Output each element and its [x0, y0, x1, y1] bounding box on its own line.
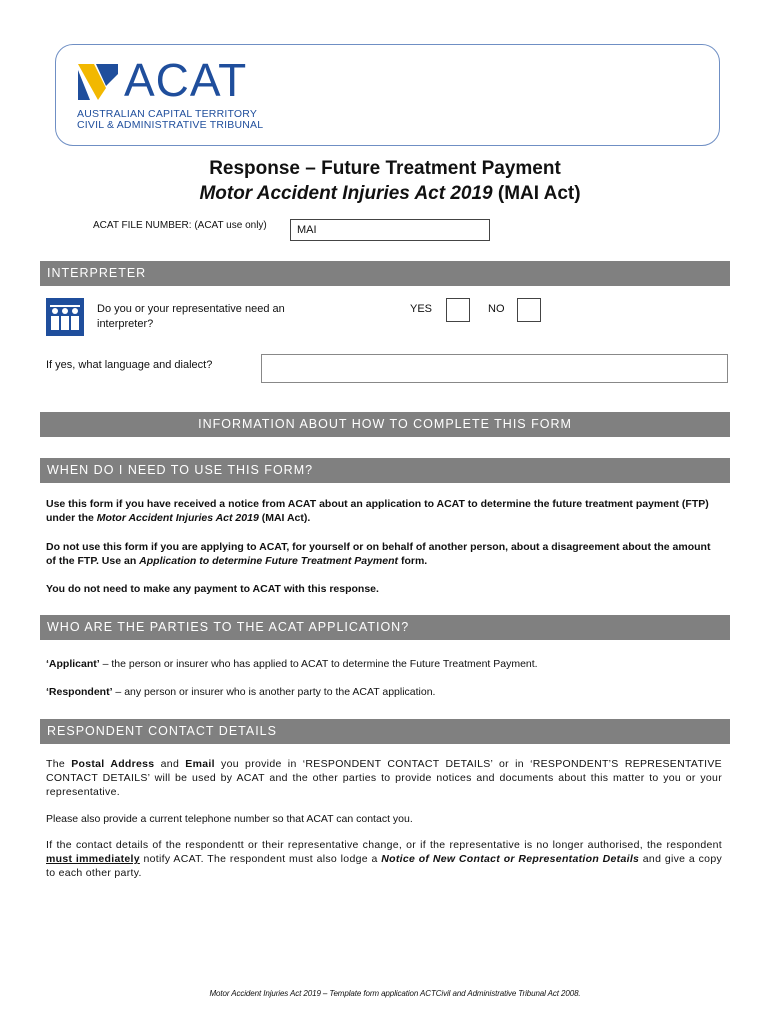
- yes-label: YES: [410, 303, 433, 315]
- logo-sub-line1: AUSTRALIAN CAPITAL TERRITORY: [77, 108, 258, 120]
- act-abbrev: (MAI Act): [492, 183, 581, 204]
- interpreter-heading: INTERPRETER: [40, 261, 730, 286]
- respondent-def: – any person or insurer who is another party to the ACAT application.: [112, 686, 436, 698]
- contact-heading: RESPONDENT CONTACT DETAILS: [40, 719, 730, 744]
- language-field[interactable]: [261, 354, 728, 383]
- applicant-term: ‘Applicant’: [46, 658, 100, 670]
- logo-sub-line2: CIVIL & ADMINISTRATIVE TRIBUNAL: [77, 119, 264, 131]
- no-checkbox[interactable]: [517, 298, 541, 322]
- respondent-term: ‘Respondent’: [46, 686, 113, 698]
- contact-p3-must: must immediately: [46, 853, 140, 865]
- when-paragraph-1: [46, 497, 722, 525]
- file-number-label: ACAT FILE NUMBER: (ACAT use only): [93, 220, 267, 231]
- applicant-def: – the person or insurer who has applied to ACAT to determine the Future Treatment Payment.: [99, 658, 538, 670]
- language-label: If yes, what language and dialect?: [46, 359, 213, 371]
- info-heading: INFORMATION ABOUT HOW TO COMPLETE THIS FORM: [40, 412, 730, 437]
- when-heading: WHEN DO I NEED TO USE THIS FORM?: [40, 458, 730, 483]
- parties-heading: WHO ARE THE PARTIES TO THE ACAT APPLICATION?: [40, 615, 730, 640]
- when-paragraph-3: You do not need to make any payment to ACAT with this response.: [46, 583, 379, 595]
- contact-p1-c: and: [154, 758, 186, 770]
- contact-p3-notice: Notice of New Contact or Representation Details: [381, 853, 640, 865]
- when-p2-form-name: Application to determine Future Treatment Payment: [139, 555, 399, 567]
- interpreter-question: Do you or your representative need an interpreter?: [97, 303, 285, 330]
- logo-text: ACAT: [124, 54, 248, 106]
- yes-checkbox[interactable]: [446, 298, 470, 322]
- applicant-definition: [46, 657, 722, 671]
- form-subtitle: [0, 183, 770, 205]
- respondent-definition: [46, 685, 722, 699]
- when-p1-act: Motor Accident Injuries Act 2019: [96, 512, 259, 524]
- when-p1-text: Use this form if you have received a notice from ACAT about an application to ACAT to determine the future treatment payment (FTP) under the: [46, 498, 709, 524]
- act-name: Motor Accident Injuries Act 2019: [199, 183, 493, 204]
- contact-paragraph-2: Please also provide a current telephone number so that ACAT can contact you.: [46, 813, 413, 825]
- contact-paragraph-3: [46, 838, 722, 880]
- contact-p3-c: and give a copy to each other party.: [46, 853, 723, 879]
- acat-logo-icon: [76, 60, 120, 104]
- interpreter-people-icon: [46, 298, 84, 336]
- logo-subtitle: [77, 109, 263, 131]
- contact-p3-b: notify ACAT. The respondent must also lodge a: [139, 853, 382, 865]
- no-label: NO: [488, 303, 505, 315]
- contact-p1-a: The: [46, 758, 72, 770]
- contact-p1-d: you provide in ‘RESPONDENT CONTACT DETAILS’ or in ‘RESPONDENT’S REPRESENTATIVE CONTACT DETAILS’ will be used by ACAT and the other parties to provide notices and documents about this matter to you or your representative.: [46, 758, 722, 798]
- contact-p3-a: If the contact details of the respondentt or their representative change, or if the representative is no longer authorised, the respondent: [46, 839, 722, 851]
- contact-p1-email: Email: [185, 758, 215, 770]
- page-footer: Motor Accident Injuries Act 2019 – Template form application ACTCivil and Administrative Tribunal Act 2008.: [209, 989, 581, 998]
- when-p2-end: form.: [398, 555, 428, 567]
- contact-paragraph-1: [46, 757, 722, 799]
- when-p2-text: Do not use this form if you are applying to ACAT, for yourself or on behalf of another person, about a disagreement about the amount of the FTP. Use an: [46, 541, 711, 567]
- contact-p1-postal: Postal Address: [71, 758, 155, 770]
- form-title: Response – Future Treatment Payment: [209, 158, 561, 179]
- file-number-field[interactable]: MAI: [290, 219, 490, 241]
- when-paragraph-2: [46, 540, 722, 568]
- when-p1-end: (MAI Act).: [258, 512, 311, 524]
